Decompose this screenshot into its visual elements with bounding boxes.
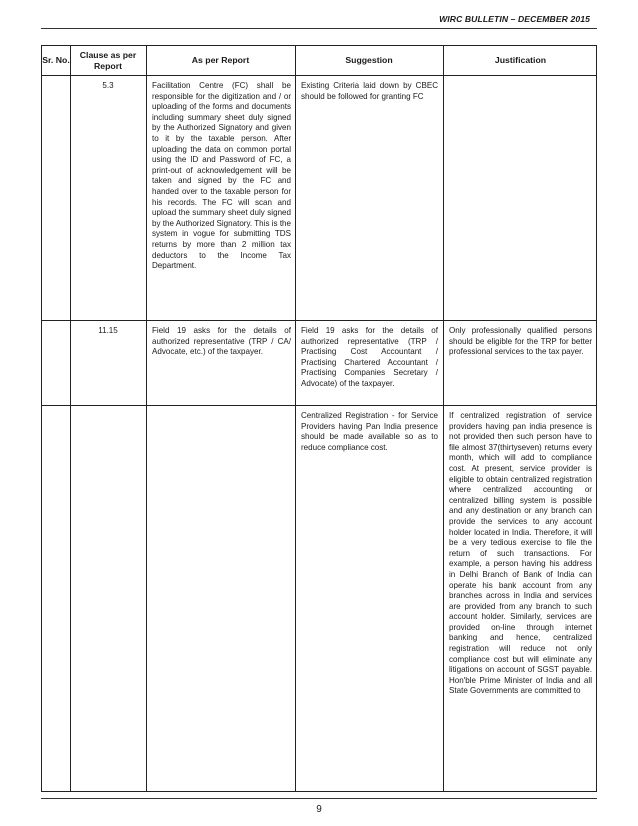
- header-as-per-report: As per Report: [191, 55, 250, 65]
- page-number: 9: [316, 804, 322, 815]
- table-row-1-suggestion: Existing Criteria laid down by CBEC should be followed for granting FC: [301, 81, 438, 101]
- table-row-2-as-per-report: Field 19 asks for the details of authorized representative (TRP / CA/ Advocate, etc.) of the taxpayer.: [152, 326, 291, 357]
- column-divider: [443, 46, 444, 791]
- column-divider: [70, 46, 71, 791]
- column-divider: [295, 46, 296, 791]
- header-rule: [41, 28, 597, 29]
- column-divider: [146, 46, 147, 791]
- row-divider: [42, 405, 596, 406]
- suggestions-table: [41, 45, 597, 792]
- header-sr-no: Sr. No.: [42, 55, 70, 65]
- table-row-2-justification: Only professionally qualified persons should be eligible for the TRP for better professional services to the tax payer.: [449, 326, 592, 357]
- row-divider: [42, 320, 596, 321]
- header-justification: Justification: [494, 55, 547, 65]
- table-row-2-clause: 11.15: [98, 326, 118, 335]
- table-row-3-suggestion: Centralized Registration - for Service Providers having Pan India presence should be made available so as to reduce compliance cost.: [301, 411, 438, 452]
- row-divider: [42, 75, 596, 76]
- table-row-2-suggestion: Field 19 asks for the details of authorized representative (TRP / Practising Cost Accountant / Practising Chartered Accountant / Practising Companies Secretary / Advocate) of the taxpayer.: [301, 326, 438, 388]
- footer-rule: [41, 798, 597, 799]
- header-clause: Clause as per Report: [79, 49, 137, 71]
- table-row-1-clause: 5.3: [102, 81, 114, 90]
- table-row-3-justification: If centralized registration of service providers having pan india presence is not provided then such person have to file almost 37(thirtyseven) returns every month, which will add to compliance cost. At present, service provider is eligible to obtain centralized registration where centralized accounting or centralized billing system is possible and any destination or any branch can provide the services to any account holder located in India. Therefore, it will be a very tedious exercise to file the return of such transactions. For example, a person having his address in Delhi Branch of Bank of India can operate his bank account from any branches across in India and services are provided from any branch to such account holder. Similarly, services are provided on-line through internet banking and hence, centralized registration will reduce not only compliance cost but will eliminate any litigations on account of SGST payable. Hon'ble Prime Minister of India and all State Governments are committed to: [449, 411, 592, 696]
- running-head: WIRC BULLETIN – DECEMBER 2015: [439, 14, 590, 24]
- table-row-1-as-per-report: Facilitation Centre (FC) shall be responsible for the digitization and / or uploading of the forms and documents including summary sheet duly signed by the Authorized Signatory and given to it by the taxable person. After uploading the data on common portal using the ID and Password of FC, a print-out of acknowledgement will be taken and signed by the FC and handed over to the taxable person for his records. The FC will scan and upload the summary sheet duly signed by the Authorized Signatory. This is the system in vogue for submitting TDS returns by more than 2 million tax deductors to the Income Tax Department.: [152, 81, 291, 271]
- header-suggestion: Suggestion: [345, 55, 393, 65]
